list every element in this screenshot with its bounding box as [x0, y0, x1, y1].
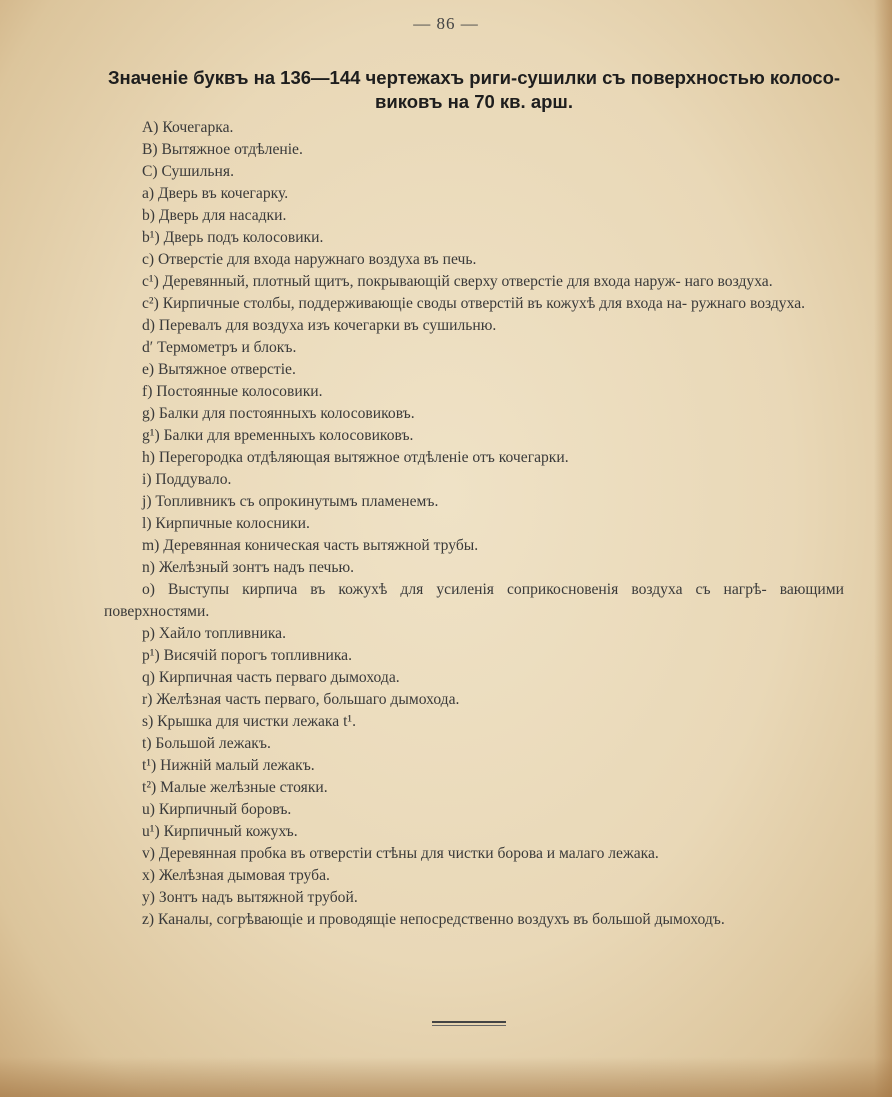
legend-entry: b¹) Дверь подъ колосовики. — [142, 229, 324, 246]
legend-entry: c²) Кирпичные столбы, поддерживающіе своды отверстій въ кожухѣ для входа на- ружнаго воздуха. — [142, 295, 806, 312]
page-edge-shadow-right — [874, 0, 892, 1097]
closing-rule-divider — [432, 1021, 506, 1026]
legend-entry: z) Каналы, согрѣвающіе и проводящіе непосредственно воздухъ въ большой дымоходъ. — [142, 911, 725, 928]
page-heading: Значеніе буквъ на 136—144 чертежахъ риги-сушилки съ поверхностью колосо- виковъ на 70 кв. арш. — [107, 67, 841, 112]
page-edge-shadow-bottom — [0, 1057, 892, 1097]
legend-entry: q) Кирпичная часть перваго дымохода. — [142, 669, 400, 686]
legend-entry: B) Вытяжное отдѣленіе. — [142, 141, 303, 158]
legend-entry: p¹) Висячій порогъ топливника. — [142, 647, 353, 664]
legend-entry: n) Желѣзный зонтъ надъ печью. — [142, 559, 354, 576]
legend-entry: m) Деревянная коническая часть вытяжной трубы. — [142, 537, 479, 554]
legend-entry: t²) Малые желѣзные стояки. — [142, 779, 328, 796]
legend-entry: c) Отверстіе для входа наружнаго воздуха въ печь. — [142, 251, 477, 268]
legend-entry: j) Топливникъ съ опрокинутымъ пламенемъ. — [142, 493, 439, 510]
legend-entry: i) Поддувало. — [142, 471, 232, 488]
legend-entry: r) Желѣзная часть перваго, большаго дымохода. — [142, 691, 460, 708]
legend-entry: o) Выступы кирпича въ кожухѣ для усиленія соприкосновенія воздуха съ нагрѣ- вающими поверхностями. — [104, 581, 844, 620]
legend-entry: t¹) Нижній малый лежакъ. — [142, 757, 315, 774]
legend-entry: f) Постоянные колосовики. — [142, 383, 323, 400]
legend-entry: g¹) Балки для временныхъ колосовиковъ. — [142, 427, 414, 444]
legend-entry: u¹) Кирпичный кожухъ. — [142, 823, 298, 840]
legend-entry: v) Деревянная пробка въ отверстіи стѣны для чистки борова и малаго лежака. — [142, 845, 659, 862]
legend-entry: x) Желѣзная дымовая труба. — [142, 867, 330, 884]
legend-entry: p) Хайло топливника. — [142, 625, 286, 642]
legend-entry: s) Крышка для чистки лежака t¹. — [142, 713, 356, 730]
legend-entry: l) Кирпичные колосники. — [142, 515, 310, 532]
legend-entry: b) Дверь для насадки. — [142, 207, 287, 224]
legend-entry: d) Перевалъ для воздуха изъ кочегарки въ сушильню. — [142, 317, 497, 334]
legend-entry: y) Зонтъ надъ вытяжной трубой. — [142, 889, 358, 906]
legend-entry: u) Кирпичный боровъ. — [142, 801, 292, 818]
page-number: — 86 — — [413, 14, 479, 33]
legend-entries — [104, 117, 844, 931]
legend-entry: A) Кочегарка. — [142, 119, 234, 136]
legend-entry: g) Балки для постоянныхъ колосовиковъ. — [142, 405, 415, 422]
legend-entry: c¹) Деревянный, плотный щитъ, покрывающій сверху отверстіе для входа наруж- наго воздуха. — [142, 273, 773, 290]
legend-entry: e) Вытяжное отверстіе. — [142, 361, 296, 378]
legend-entry: a) Дверь въ кочегарку. — [142, 185, 289, 202]
legend-entry: t) Большой лежакъ. — [142, 735, 271, 752]
legend-entry: C) Сушильня. — [142, 163, 234, 180]
legend-entry: d′ Термометръ и блокъ. — [142, 339, 297, 356]
legend-entry: h) Перегородка отдѣляющая вытяжное отдѣленіе отъ кочегарки. — [142, 449, 569, 466]
